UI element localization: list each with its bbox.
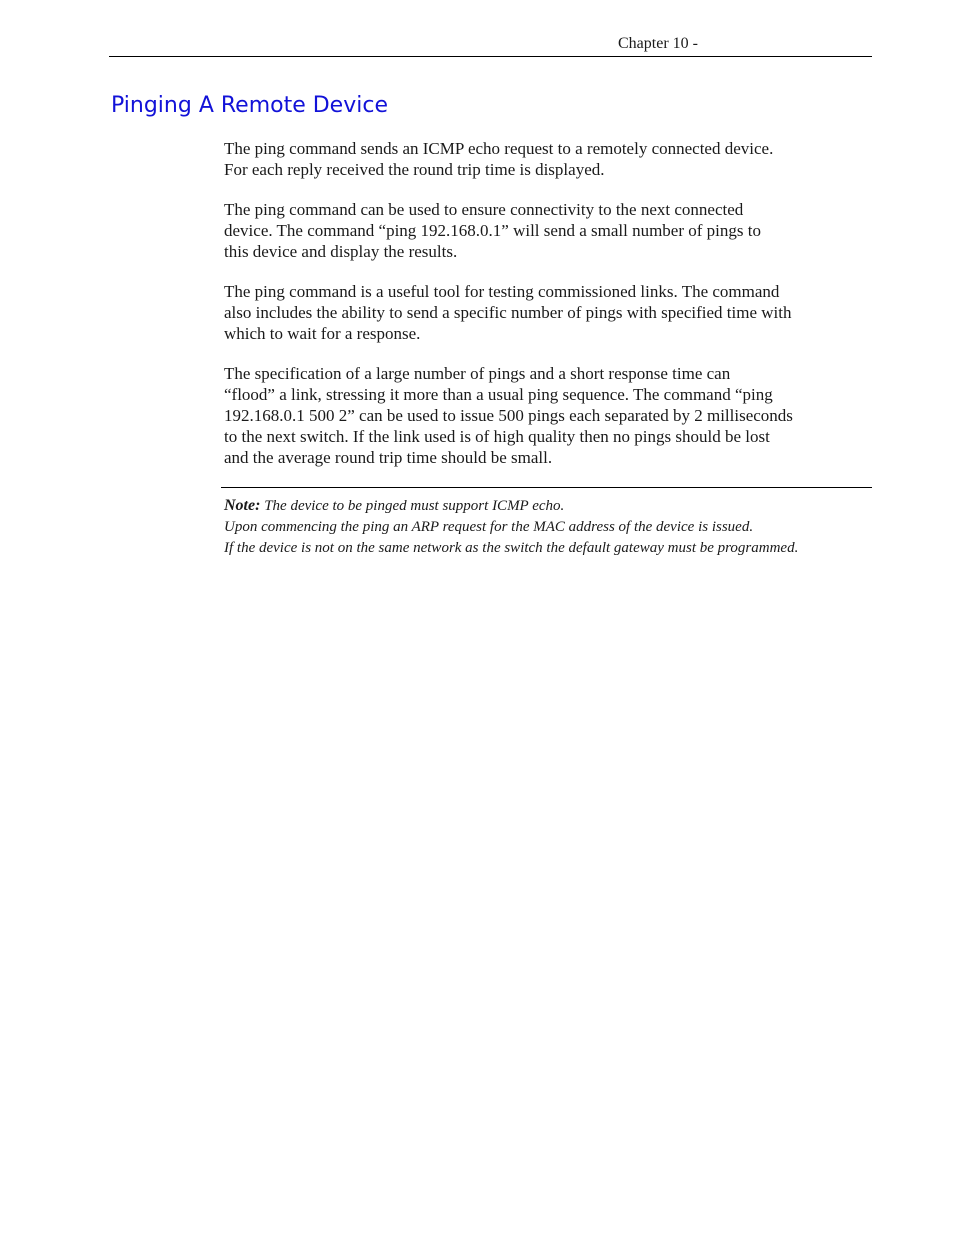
note-line: Upon commencing the ping an ARP request for the MAC address of the device is issued. [224,519,754,535]
note-text: The device to be pinged must support ICMP echo. [260,498,565,514]
body-text [224,138,872,487]
note-divider [221,487,872,488]
note-line [224,495,872,517]
note-line: If the device is not on the same network as the switch the default gateway must be programmed. [224,540,799,556]
header-divider [109,56,872,57]
paragraph: The specification of a large number of pings and a short response time can “flood” a link, stressing it more than a usual ping sequence. The command “ping 192.168.0.1 500 2” can be used to issue 500 pings each separated by 2 milliseconds to the next switch. If the link used is of high quality then no pings should be lost and the average round trip time should be small. [224,364,793,467]
paragraph: The ping command sends an ICMP echo request to a remotely connected device. For each reply received the round trip time is displayed. [224,139,774,179]
page-header-chapter: Chapter 10 - [618,35,698,52]
paragraph: The ping command is a useful tool for testing commissioned links. The command also includes the ability to send a specific number of pings with specified time with which to wait for a response. [224,282,792,343]
paragraph: The ping command can be used to ensure connectivity to the next connected device. The command “ping 192.168.0.1” will send a small number of pings to this device and display the results. [224,200,761,261]
section-title: Pinging A Remote Device [111,93,388,118]
note-block [224,495,872,559]
note-label: Note: [224,497,261,514]
